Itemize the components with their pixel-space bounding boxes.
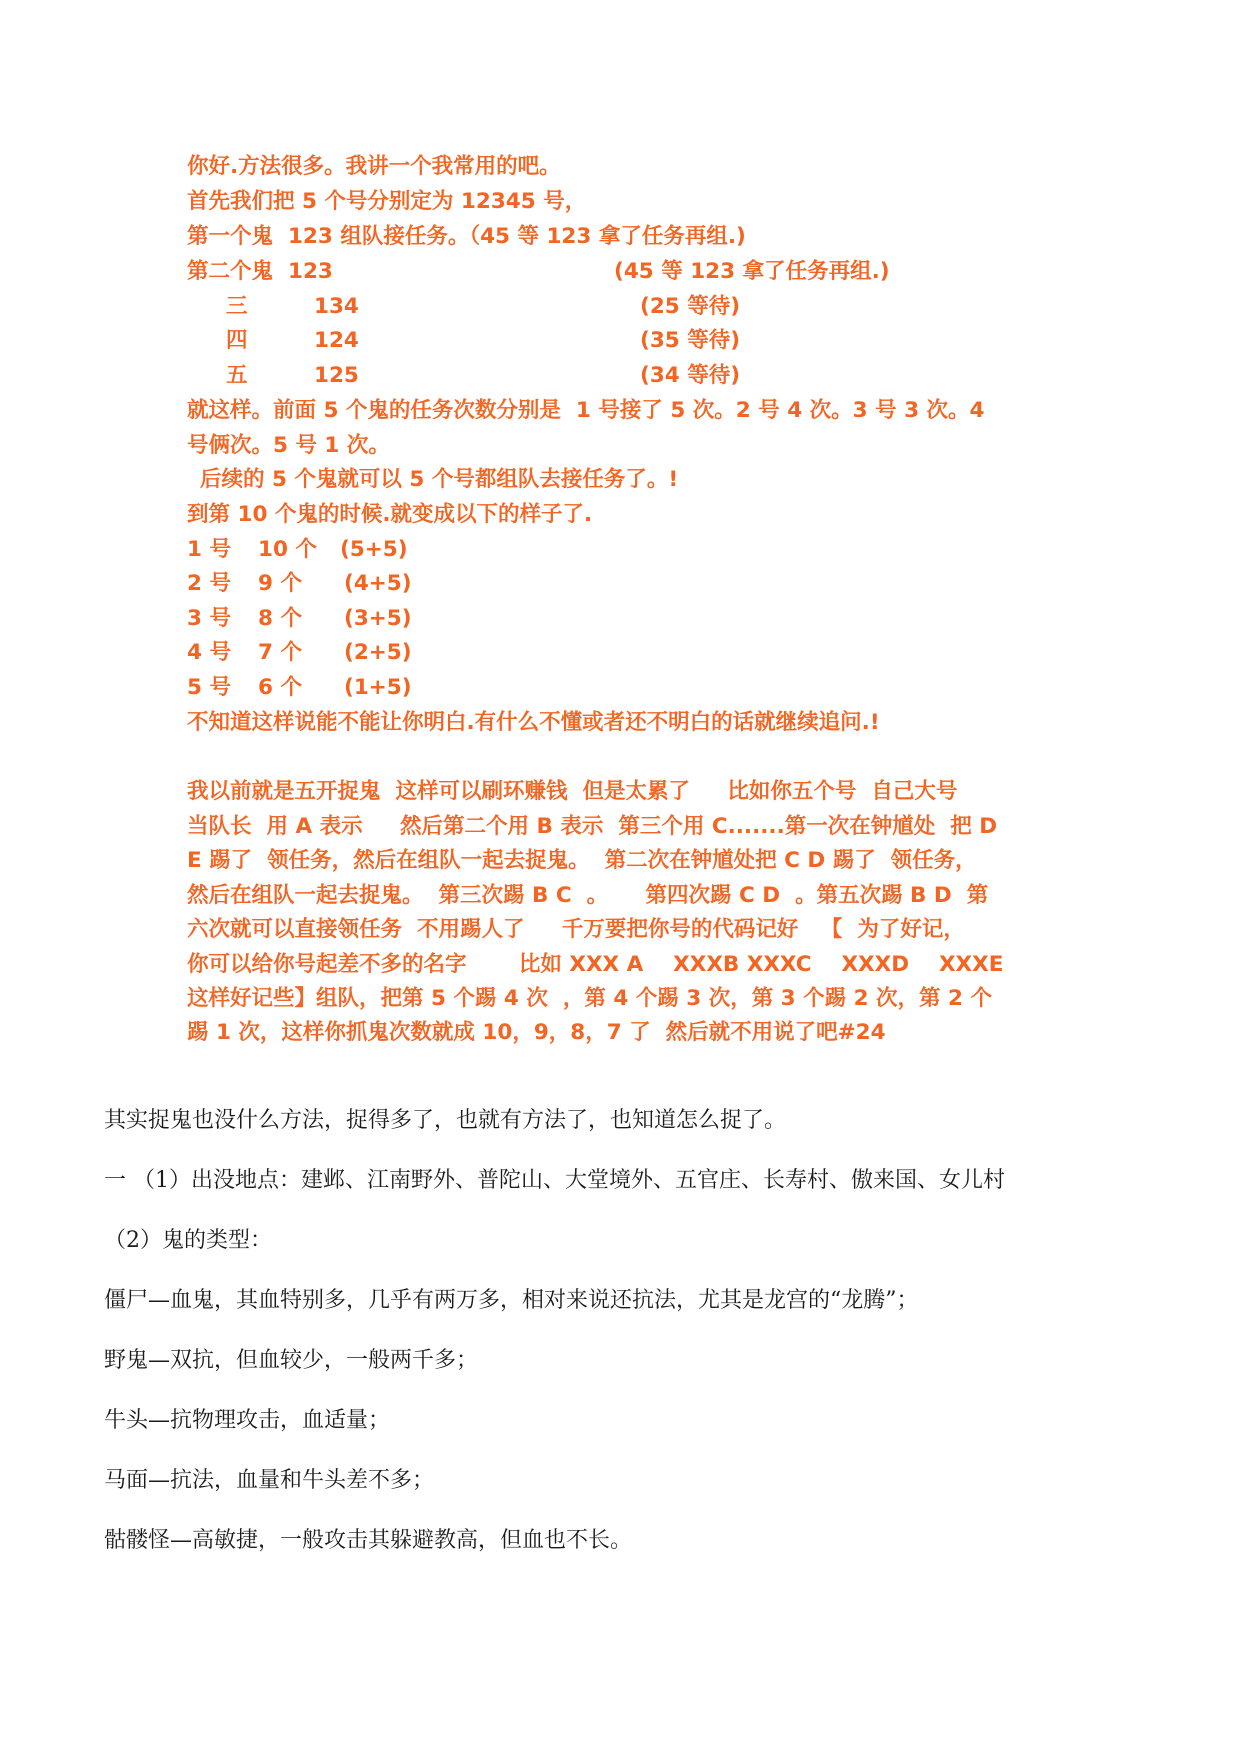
count-row-calc: (3+5) (344, 606, 412, 631)
ghost-row-note: (35 等待) (640, 328, 741, 353)
ghost-row-label: 第二个鬼 (187, 259, 274, 284)
body-paragraph: 一 （1）出没地点：建邺、江南野外、普陀山、大堂境外、五官庄、长寿村、傲来国、女儿村 (104, 1168, 1005, 1193)
body-paragraph: 野鬼—双抗，但血较少，一般两千多； (104, 1348, 479, 1373)
method-paragraph-line: 当队长 用 A 表示 然后第二个用 B 表示 第三个用 C.......第一次在钟馗处 把 D (187, 814, 998, 839)
ghost-row-team: 125 (314, 363, 359, 388)
count-row-num: 3 号 (187, 606, 231, 631)
count-row-count: 10 个 (258, 537, 317, 562)
body-paragraph: 其实捉鬼也没什么方法，捉得多了，也就有方法了，也知道怎么捉了。 (104, 1108, 787, 1133)
method-paragraph-line: 六次就可以直接领任务 不用踢人了 千万要把你号的代码记好 【 为了好记， (187, 917, 965, 942)
method-paragraph-line: 然后在组队一起去捉鬼。 第三次踢 B C 。 第四次踢 C D 。第五次踢 B D 第 (187, 883, 989, 908)
answer-line: 第一个鬼 123 组队接任务。（45 等 123 拿了任务再组.) (187, 224, 746, 249)
answer-line: 号俩次。5 号 1 次。 (187, 433, 390, 458)
ghost-row-note: (34 等待) (640, 363, 741, 388)
body-paragraph: 马面—抗法，血量和牛头差不多； (104, 1468, 435, 1493)
count-row-num: 4 号 (187, 640, 231, 665)
answer-line: 到第 10 个鬼的时候.就变成以下的样子了. (187, 502, 593, 527)
count-row-num: 1 号 (187, 537, 231, 562)
body-paragraph: 牛头—抗物理攻击，血适量； (104, 1408, 391, 1433)
ghost-row-note: (45 等 123 拿了任务再组.) (614, 259, 890, 284)
answer-line: 你好.方法很多。我讲一个我常用的吧。 (187, 154, 561, 179)
ghost-row-team: 134 (314, 294, 359, 319)
method-paragraph-line: 踢 1 次，这样你抓鬼次数就成 10，9，8，7 了 然后就不用说了吧#24 (187, 1020, 886, 1045)
method-paragraph-line: E 踢了 领任务，然后在组队一起去捉鬼。 第二次在钟馗处把 C D 踢了 领任务， (187, 848, 977, 873)
method-paragraph-line: 这样好记些】组队，把第 5 个踢 4 次 ，第 4 个踢 3 次，第 3 个踢 2 次，第 2 个 (187, 986, 992, 1011)
ghost-row-team: 123 (288, 259, 333, 284)
ghost-row-label: 五 (226, 363, 248, 388)
body-paragraph: 僵尸—血鬼，其血特别多，几乎有两万多，相对来说还抗法，尤其是龙宫的“龙腾”； (104, 1288, 919, 1313)
count-row-count: 9 个 (258, 571, 302, 596)
count-row-calc: (1+5) (344, 675, 412, 700)
answer-line: 就这样。前面 5 个鬼的任务次数分别是 1 号接了 5 次。2 号 4 次。3 号 3 次。4 (187, 398, 985, 423)
body-paragraph: 骷髅怪—高敏捷，一般攻击其躲避教高，但血也不长。 (104, 1528, 633, 1553)
ghost-row-label: 三 (226, 294, 248, 319)
count-row-count: 6 个 (258, 675, 302, 700)
method-paragraph-line: 我以前就是五开捉鬼 这样可以刷环赚钱 但是太累了 比如你五个号 自己大号 (187, 779, 958, 804)
count-row-calc: (4+5) (344, 571, 412, 596)
ghost-row-team: 124 (314, 328, 359, 353)
answer-line: 后续的 5 个鬼就可以 5 个号都组队去接任务了。! (200, 467, 679, 492)
count-row-calc: (5+5) (340, 537, 408, 562)
count-row-num: 2 号 (187, 571, 231, 596)
count-row-calc: (2+5) (344, 640, 412, 665)
method-paragraph-line: 你可以给你号起差不多的名字 比如 XXX A XXXB XXXC XXXD XXXE (187, 952, 1004, 977)
answer-line: 首先我们把 5 个号分别定为 12345 号， (187, 189, 587, 214)
count-row-count: 7 个 (258, 640, 302, 665)
count-row-count: 8 个 (258, 606, 302, 631)
answer-line: 不知道这样说能不能让你明白.有什么不懂或者还不明白的话就继续追问.! (187, 710, 880, 735)
count-row-num: 5 号 (187, 675, 231, 700)
ghost-row-note: (25 等待) (640, 294, 741, 319)
ghost-row-label: 四 (226, 328, 248, 353)
body-paragraph: （2）鬼的类型： (104, 1228, 272, 1253)
